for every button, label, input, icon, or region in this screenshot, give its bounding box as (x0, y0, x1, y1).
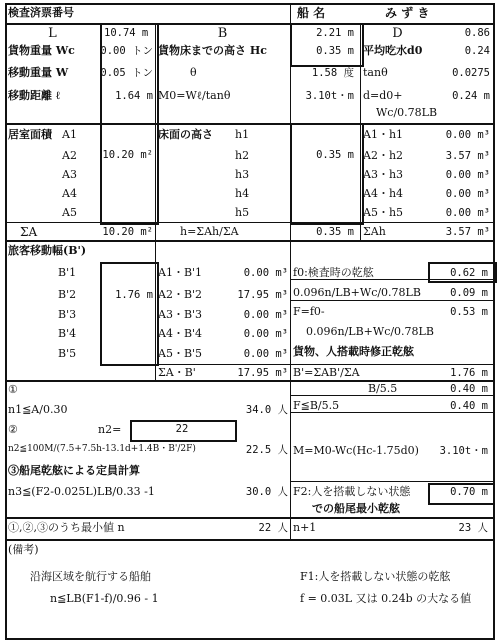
f2-label: F2:人を搭載しない状態 (293, 485, 411, 498)
b-symbol-4: B'4 (58, 327, 77, 340)
calc-2-mark: ② (8, 423, 18, 436)
b55-label: B/5.5 (368, 382, 398, 395)
fb55-value: 0.40 m (450, 400, 488, 412)
n3-value: 30.0 人 (245, 486, 288, 498)
rule-b55 (290, 395, 495, 396)
height-symbol-4: h4 (235, 187, 250, 200)
n1-value: 34.0 人 (245, 404, 288, 416)
col-min (290, 517, 291, 539)
n-plus-1-value: 23 人 (458, 522, 488, 534)
frame-right (493, 3, 495, 638)
height-symbol-1: h1 (235, 128, 250, 141)
h-value: 0.35 m (316, 226, 354, 238)
B-value: 2.21 m (316, 27, 354, 39)
f2-value: 0.70 m (450, 486, 488, 498)
height-symbol-2: h2 (235, 149, 250, 162)
wc-value: 0.00 トン (100, 45, 153, 57)
f-label: F=f0- (293, 305, 325, 318)
ab-value-2: 17.95 m³ (237, 289, 288, 301)
w-label: 移動重量 W (8, 66, 69, 79)
height-value: 0.35 m (316, 149, 354, 161)
rule-room-sum (5, 222, 495, 223)
frame-top (5, 3, 495, 5)
D-value: 0.86 (464, 27, 490, 39)
theta-value: 1.58 度 (311, 67, 354, 79)
m0-value: 3.10t・m (305, 90, 354, 102)
ah-symbol-2: A2・h2 (363, 149, 404, 162)
ab-symbol-3: A3・B'3 (158, 308, 203, 321)
b-prime-label: B'=ΣAB'/ΣA (293, 366, 360, 379)
area-symbol-1: A1 (62, 128, 77, 141)
L-label: L (48, 26, 57, 41)
f0-label: f0:検査時の乾舷 (293, 266, 374, 279)
f-value: 0.53 m (450, 306, 488, 318)
w-value: 0.05 トン (100, 67, 153, 79)
ab-symbol-1: A1・B'1 (158, 266, 203, 279)
notes-title: (備考) (8, 543, 39, 556)
ah-value-4: 0.00 m³ (445, 188, 490, 200)
ab-value-3: 0.00 m³ (243, 309, 288, 321)
b-symbol-1: B'1 (58, 266, 77, 279)
ah-symbol-1: A1・h1 (363, 128, 404, 141)
rule-passenger-sum (155, 364, 495, 365)
f1-definition: F1:人を搭載しない状態の乾舷 (300, 570, 451, 583)
sum-ab-label: ΣA・B' (158, 366, 196, 379)
ship-name-label: 船 名 (297, 6, 326, 20)
f0-formula-value: 0.09 m (450, 287, 488, 299)
area-symbol-2: A2 (62, 149, 77, 162)
col-main-2 (290, 3, 291, 517)
ah-value-1: 0.00 m³ (445, 129, 490, 141)
rule-m (290, 481, 495, 482)
theta-label: θ (190, 66, 197, 79)
B-label: B (217, 26, 228, 41)
f2-label-2: での船尾最小乾舷 (312, 502, 400, 515)
rule-min (5, 517, 495, 519)
b-symbol-5: B'5 (58, 347, 77, 360)
ah-value-5: 0.00 m³ (445, 207, 490, 219)
f0-formula: 0.096n/LB+Wc/0.78LB (293, 286, 421, 299)
tan-label: tanθ (363, 66, 388, 79)
n2-formula: n2≦100M/(7.5+7.5h-13.1d+1.4B・B'/2F) (8, 444, 196, 454)
hc-label: 貨物床までの高さ Hc (158, 44, 267, 57)
sum-a-value: 10.20 m² (102, 226, 153, 238)
area-symbol-5: A5 (62, 206, 77, 219)
min-label: ①,②,③のうち最小値 n (8, 521, 125, 534)
fb55-label: F≦B/5.5 (293, 399, 340, 412)
f0-value: 0.62 m (450, 267, 488, 279)
l-label: 移動距離 ℓ (8, 89, 60, 102)
ah-symbol-4: A4・h4 (363, 187, 404, 200)
ah-value-2: 3.57 m³ (445, 150, 490, 162)
inspection-no-label: 検査済票番号 (8, 6, 74, 19)
ship-name: み ず き (385, 6, 430, 20)
n-plus-1-label: n+1 (293, 521, 317, 534)
D-label: D (392, 26, 403, 41)
b55-value: 0.40 m (450, 383, 488, 395)
ab-symbol-5: A5・B'5 (158, 347, 203, 360)
m0-label: M0=Wℓ/tanθ (158, 89, 231, 102)
rule-header (5, 23, 495, 25)
d-value: 0.24 m (452, 90, 490, 102)
wc-label: 貨物重量 Wc (8, 44, 75, 57)
ah-symbol-3: A3・h3 (363, 168, 404, 181)
f-definition: f = 0.03L 又は 0.24b の大なる値 (300, 592, 472, 605)
coastal-formula: n≦LB(F1-f)/0.96 - 1 (50, 592, 159, 605)
frame-bottom (5, 638, 495, 640)
ab-value-1: 0.00 m³ (243, 267, 288, 279)
hc-value: 0.35 m (316, 45, 354, 57)
area-symbol-4: A4 (62, 187, 77, 200)
f-note: 貨物、人搭載時修正乾舷 (293, 345, 414, 358)
calc-3-title: ③船尾乾舷による定員計算 (8, 464, 140, 477)
rule-rooms (5, 123, 495, 125)
b-prime-value: 1.76 m (450, 367, 488, 379)
n2-label: n2= (98, 423, 122, 436)
d0-value: 0.24 (464, 45, 490, 57)
h-formula: h=ΣAh/ΣA (180, 225, 239, 238)
passenger-width-label: 旅客移動幅(B') (8, 244, 87, 257)
rule-f0-formula (290, 300, 495, 301)
ab-symbol-4: A4・B'4 (158, 327, 203, 340)
n2-value: 22 (175, 423, 189, 435)
area-value: 10.20 m² (102, 149, 153, 161)
n3-formula: n3≦(F2-0.025L)LB/0.33 -1 (8, 485, 155, 498)
floor-label: 床面の高さ (158, 128, 213, 141)
tan-value: 0.0275 (452, 67, 490, 79)
frame-left (5, 3, 7, 638)
sum-ah-label: ΣAh (363, 225, 386, 238)
sum-ab-value: 17.95 m³ (237, 367, 288, 379)
b-symbol-2: B'2 (58, 288, 77, 301)
ab-value-5: 0.00 m³ (243, 348, 288, 360)
m-value: 3.10t・m (439, 445, 488, 457)
ab-value-4: 0.00 m³ (243, 328, 288, 340)
n1-formula: n1≦A/0.30 (8, 403, 68, 416)
m-label: M=M0-Wc(Hc-1.75d0) (293, 444, 419, 457)
rule-calc (5, 380, 495, 382)
b-prime-box (100, 262, 159, 366)
rule-fb55 (290, 412, 495, 413)
area-box (100, 123, 159, 225)
sum-a-label: ΣA (20, 225, 38, 239)
l-value: 1.64 m (115, 90, 153, 102)
area-label: 居室面積 (8, 128, 52, 141)
min-value: 22 人 (258, 522, 288, 534)
ah-value-3: 0.00 m³ (445, 169, 490, 181)
b-value: 1.76 m (115, 289, 153, 301)
ah-symbol-5: A5・h5 (363, 206, 404, 219)
f-formula: 0.096n/LB+Wc/0.78LB (306, 325, 434, 338)
height-box (290, 123, 364, 225)
d0-label: 平均吃水d0 (363, 44, 423, 57)
ab-symbol-2: A2・B'2 (158, 288, 203, 301)
height-symbol-3: h3 (235, 168, 250, 181)
L-value: 10.74 m (104, 27, 149, 39)
sum-ah-value: 3.57 m³ (445, 226, 490, 238)
d-label: d=d0+ (363, 89, 403, 102)
calc-1-mark: ① (8, 383, 18, 396)
coastal-note: 沿海区域を航行する船舶 (30, 570, 151, 583)
n2-result: 22.5 人 (245, 444, 288, 456)
b-symbol-3: B'3 (58, 308, 77, 321)
area-symbol-3: A3 (62, 168, 77, 181)
height-symbol-5: h5 (235, 206, 250, 219)
rule-passenger (5, 240, 495, 242)
rule-notes (5, 539, 495, 541)
d-label-2: Wc/0.78LB (376, 106, 438, 119)
